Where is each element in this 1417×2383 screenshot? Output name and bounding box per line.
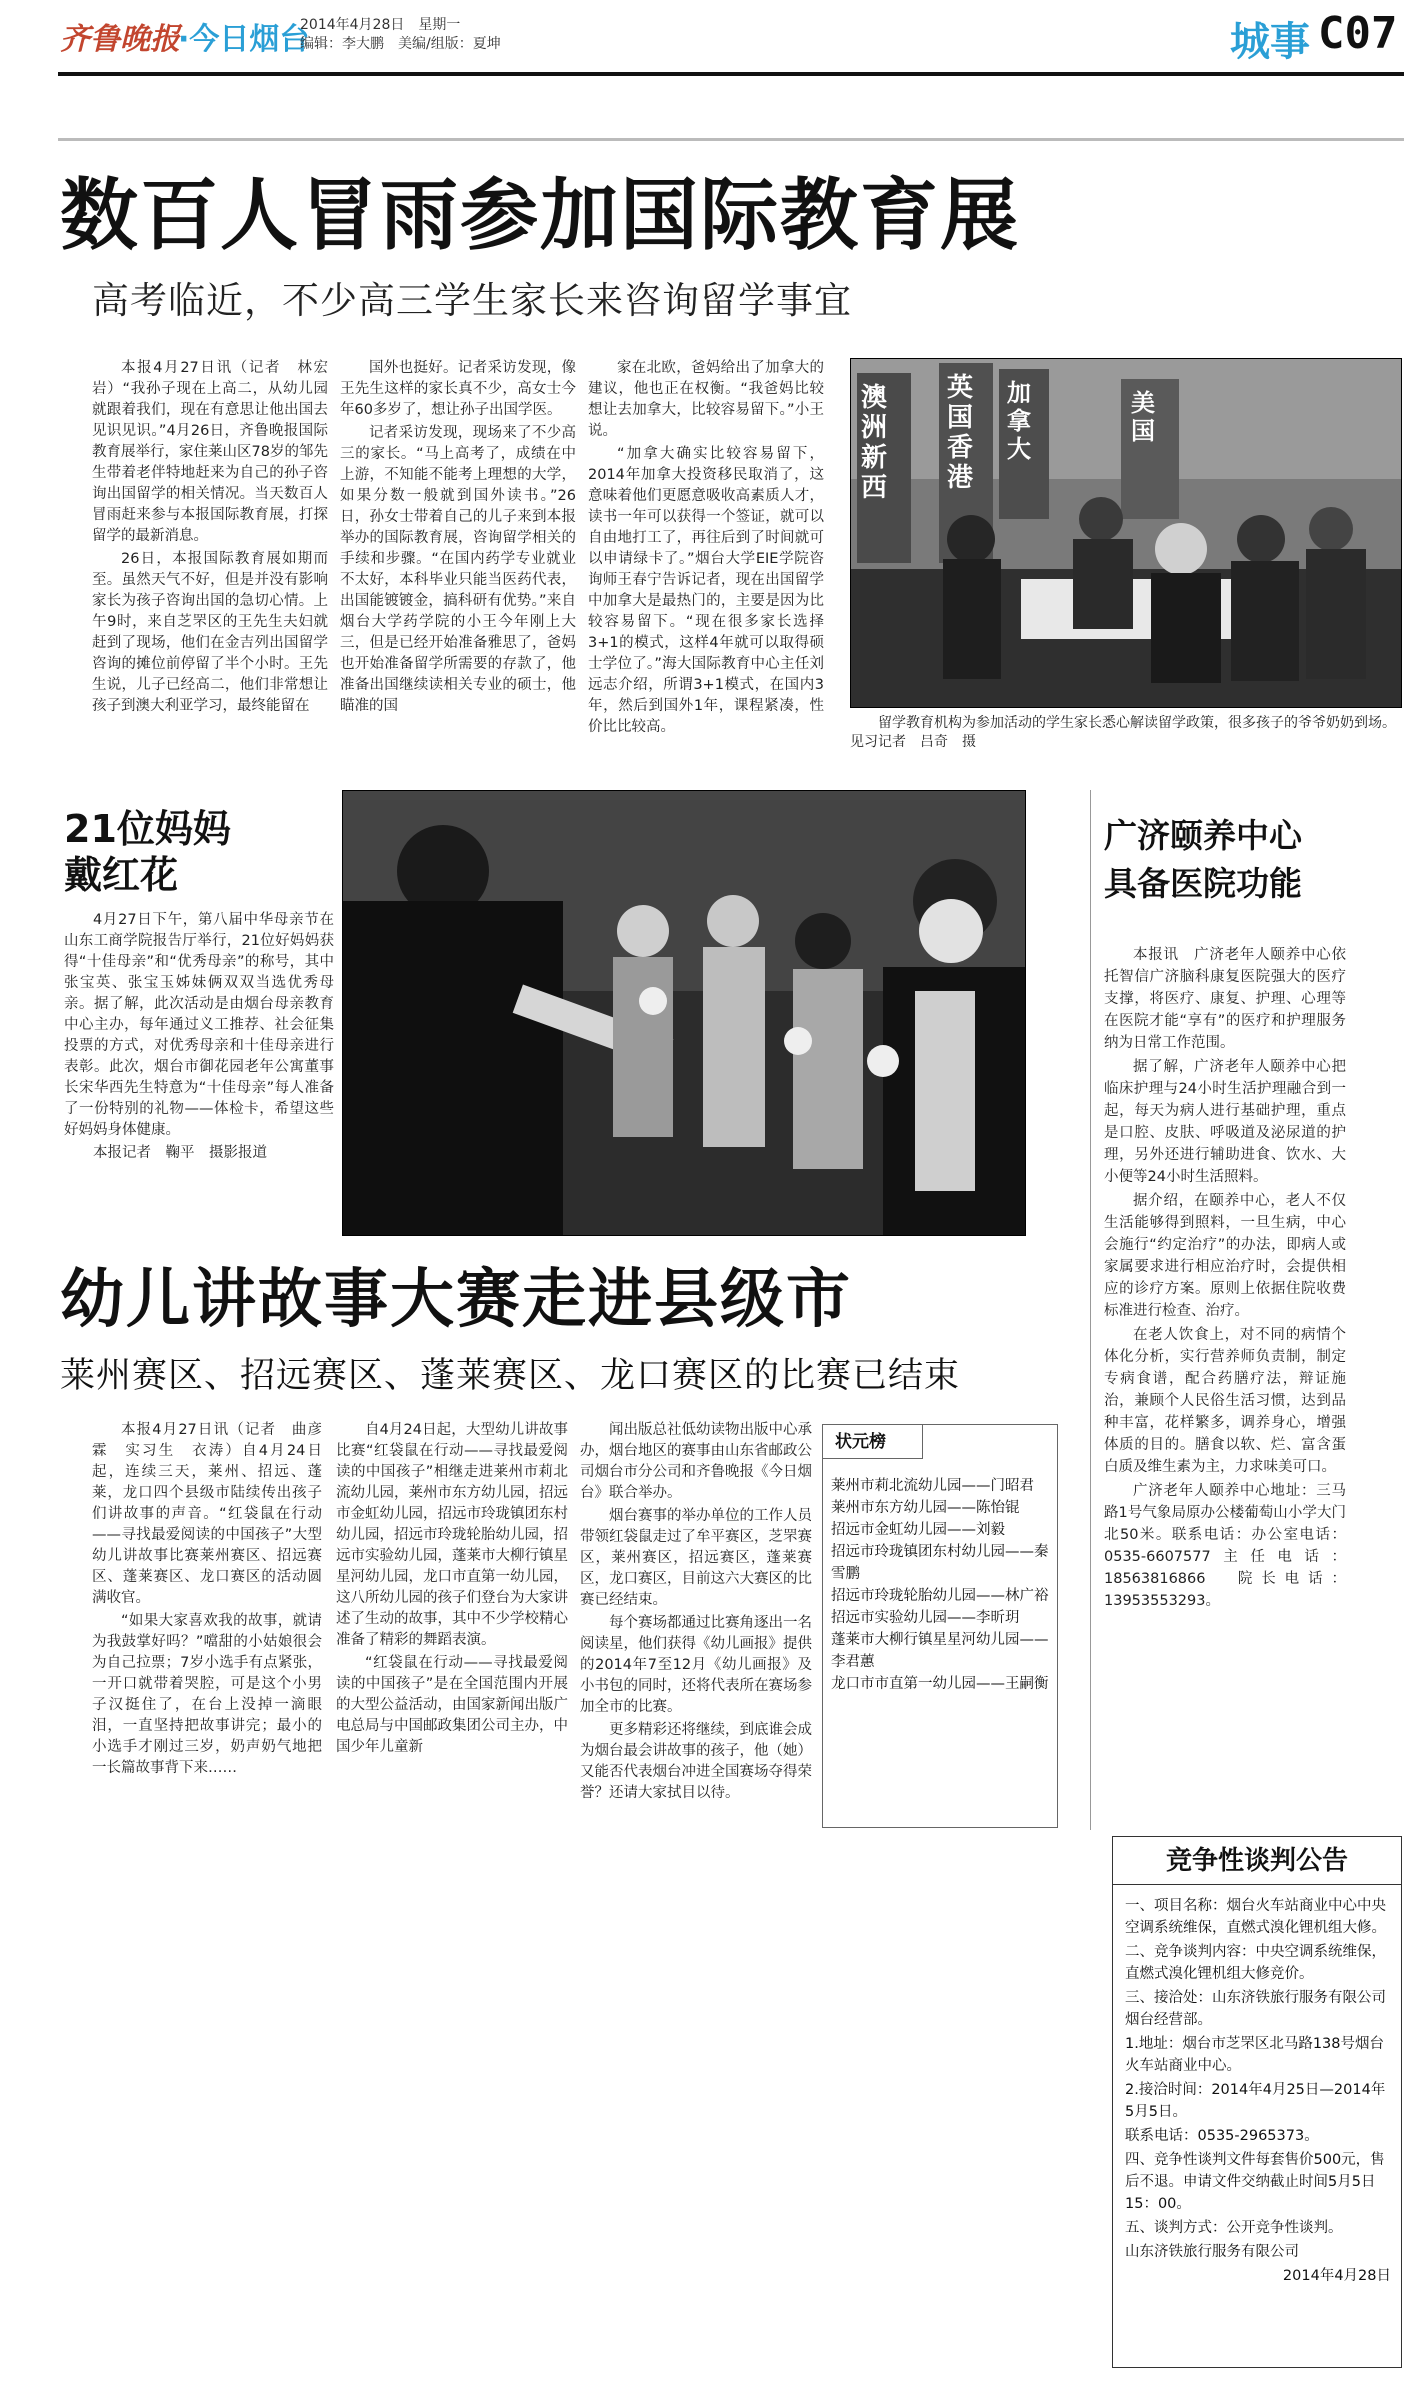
notice-line: 1.地址：烟台市芝罘区北马路138号烟台火车站商业中心。	[1125, 2036, 1385, 2074]
mothers-award-illustration	[343, 791, 1026, 1236]
story-col2-p1: 自4月24日起，大型幼儿讲故事比赛“红袋鼠在行动——寻找最爱阅读的中国孩子”相继走进莱州市莉北流幼儿园，莱州市东方幼儿园，招远市金虹幼儿园，招远市玲珑镇团东村幼儿园，招远市玲珑轮胎幼儿园，招远市实验幼儿园，蓬莱市大柳行镇星星河幼儿园，龙口市直第一幼儿园，这八所幼儿园的孩子们登台为大家讲述了生动的故事，其中不少学校精心准备了精彩的舞蹈表演。	[336, 1422, 568, 1648]
story-column-2	[336, 1420, 568, 1760]
mothers-title-line1: 21位妈妈	[64, 807, 231, 851]
masthead-rule	[58, 72, 1404, 76]
tender-notice	[1112, 1836, 1402, 2368]
notice-line: 一、项目名称：烟台火车站商业中心中央空调系统维保，直燃式溴化锂机组大修。	[1125, 1898, 1386, 1936]
story-col3-p1: 闻出版总社低幼读物出版中心承办，烟台地区的赛事由山东省邮政公司烟台市分公司和齐鲁晚报《今日烟台》联合举办。	[580, 1422, 812, 1501]
guangji-p1: 本报讯 广济老年人颐养中心依托智信广济脑科康复医院强大的医疗支撑，将医疗、康复、护理、心理等在医院才能“享有”的医疗和护理服务纳为日常工作范围。	[1104, 947, 1346, 1051]
ranking-item: 招远市玲珑镇团东村幼儿园——秦雪鹏	[831, 1544, 1049, 1582]
mothers-award-photo	[342, 790, 1026, 1236]
page-number: C07	[1318, 8, 1398, 59]
ranking-item: 龙口市市直第一幼儿园——王嗣衡	[831, 1676, 1049, 1692]
lead-column-2	[340, 358, 576, 719]
newspaper-name: 齐鲁晚报	[60, 22, 180, 57]
guangji-p4: 在老人饮食上，对不同的病情个体化分析，实行营养师负责制，制定专病食谱，配合药膳疗法，辩证施治，兼顾个人民俗生活习惯，达到品种丰富，花样繁多，调养身心，增强体质的目的。膳食以软、烂、富含蛋白质及维生素为主，力求味美可口。	[1104, 1327, 1346, 1475]
mothers-title	[64, 806, 294, 898]
story-col3-p2: 烟台赛事的举办单位的工作人员带领红袋鼠走过了牟平赛区，芝罘赛区，莱州赛区，招远赛区，蓬莱赛区，龙口赛区，目前这六大赛区的比赛已经结束。	[580, 1508, 812, 1608]
issue-meta	[300, 16, 501, 54]
banner-australia: 澳洲新西	[861, 383, 888, 503]
story-col2-p2: “红袋鼠在行动——寻找最爱阅读的中国孩子”是在全国范围内开展的大型公益活动，由国家新闻出版广电总局与中国邮政集团公司主办，中国少年儿童新	[336, 1655, 568, 1755]
ranking-list	[831, 1475, 1053, 1695]
notice-body	[1125, 1895, 1391, 2289]
lead-column-3	[588, 358, 824, 740]
ranking-item: 莱州市东方幼儿园——陈怡锟	[831, 1500, 1020, 1516]
story-col3-p4: 更多精彩还将继续，到底谁会成为烟台最会讲故事的孩子，他（她）又能否代表烟台冲进全国赛场夺得荣誉？还请大家拭目以待。	[580, 1722, 812, 1801]
lead-headline: 数百人冒雨参加国际教育展	[60, 171, 1021, 261]
lead-col1-p2: 26日，本报国际教育展如期而至。虽然天气不好，但是并没有影响家长为孩子咨询出国的急切心情。上午9时，来自芝罘区的王先生夫妇就赶到了现场，他们在金吉列出国留学咨询的摊位前停留了半个小时。王先生说，儿子已经高二，他们非常想让孩子到澳大利亚学习，最终能留在	[92, 551, 328, 714]
banner-uk: 英国香港	[947, 373, 974, 493]
ranking-item: 蓬莱市大柳行镇星星河幼儿园——李君蕙	[831, 1632, 1049, 1670]
notice-line: 山东济铁旅行服务有限公司	[1125, 2244, 1299, 2260]
ranking-item: 招远市实验幼儿园——李昕玥	[831, 1610, 1020, 1626]
guangji-title-line2: 具备医院功能	[1104, 864, 1302, 903]
masthead-rule-thin	[58, 138, 1404, 141]
section-name: ·今日烟台	[178, 22, 310, 57]
story-col1-p2: “如果大家喜欢我的故事，就请为我鼓掌好吗？”噹甜的小姑娘很会为自己拉票；7岁小选手有点紧张，一开口就带着哭腔，可是这个小男子汉挺住了，在台上没掉一滴眼泪，一直坚持把故事讲完；最小的小选手才刚过三岁，奶声奶气地把一长篇故事背下来……	[92, 1613, 322, 1776]
guangji-body	[1104, 944, 1346, 1614]
ranking-box	[822, 1424, 1058, 1828]
mothers-title-line2: 戴红花	[64, 853, 179, 897]
lead-col1-p1: 本报4月27日讯（记者 林宏岩）“我孙子现在上高二，从幼儿园就跟着我们，现在有意思让他出国去见识见识。”4月26日，齐鲁晚报国际教育展举行，家住莱山区78岁的邹先生带着老伴特地赶来为自己的孙子咨询出国留学的相关情况。当天数百人冒雨赶来参与本报国际教育展，打探留学的最新消息。	[92, 360, 328, 544]
education-fair-photo	[850, 358, 1402, 708]
ranking-title: 状元榜	[823, 1425, 923, 1459]
story-col3-p3: 每个赛场都通过比赛角逐出一名阅读星，他们获得《幼儿画报》提供的2014年7至12月《幼儿画报》及小书包的同时，还将代表所在赛场参加全市的比赛。	[580, 1615, 812, 1715]
mothers-body	[64, 910, 334, 1166]
guangji-p5: 广济老年人颐养中心地址：三马路1号气象局原办公楼葡萄山小学大门北50米。联系电话：办公室电话：0535-6607577主任电话：18563816866 院长电话：13953553293。	[1104, 1483, 1346, 1609]
lead-column-1	[92, 358, 328, 719]
lead-col3-p1: 家在北欧，爸妈给出了加拿大的建议，他也正在权衡。“我爸妈比较想让去加拿大，比较容易留下。”小王说。	[588, 360, 824, 439]
story-headline: 幼儿讲故事大赛走进县级市	[60, 1263, 852, 1337]
ranking-item: 招远市玲珑轮胎幼儿园——林广裕	[831, 1588, 1049, 1604]
ranking-item: 莱州市莉北流幼儿园——门昭君	[831, 1478, 1034, 1494]
notice-line: 联系电话：0535-2965373。	[1125, 2128, 1319, 2144]
story-column-3	[580, 1420, 812, 1806]
story-subhead: 莱州赛区、招远赛区、蓬莱赛区、龙口赛区的比赛已结束	[60, 1356, 961, 1396]
notice-line: 二、竞争谈判内容：中央空调系统维保，直燃式溴化锂机组大修竞价。	[1125, 1944, 1386, 1982]
notice-line: 2.接洽时间：2014年4月25日—2014年5月5日。	[1125, 2082, 1386, 2120]
lead-col2-p2: 记者采访发现，现场来了不少高三的家长。“马上高考了，成绩在中上游，不知能不能考上理想的大学，如果分数一般就到国外读书。”26日，孙女士带着自己的儿子来到本报举办的国际教育展，咨询留学相关的手续和步骤。“在国内药学专业就业不太好，本科毕业只能当医药代表，出国能镀镀金，搞科研有优势。”来自烟台大学药学院的小王今年刚上大三，但是已经开始准备雅思了，爸妈也开始准备留学所需要的存款了，他准备出国继续读相关专业的硕士，他瞄准的国	[340, 425, 576, 714]
mothers-byline: 本报记者 鞠平 摄影报道	[93, 1145, 267, 1161]
guangji-title	[1104, 812, 1404, 908]
right-column-divider	[1090, 790, 1091, 1830]
notice-line: 三、接洽处：山东济铁旅行服务有限公司烟台经营部。	[1125, 1990, 1386, 2028]
lead-col2-p1: 国外也挺好。记者采访发现，像王先生这样的家长真不少，高女士今年60多岁了，想让孙子出国学医。	[340, 360, 576, 418]
notice-title: 竞争性谈判公告	[1113, 1837, 1401, 1885]
notice-line: 五、谈判方式：公开竞争性谈判。	[1125, 2220, 1343, 2236]
guangji-title-line1: 广济颐养中心	[1104, 816, 1302, 855]
section-city: 城事	[1230, 19, 1310, 65]
story-column-1	[92, 1420, 322, 1781]
banner-usa: 美国	[1131, 389, 1155, 445]
education-fair-caption: 留学教育机构为参加活动的学生家长悉心解读留学政策，很多孩子的爷爷奶奶到场。 见习记者 吕奇 摄	[850, 715, 1403, 750]
story-col1-p1: 本报4月27日讯（记者 曲彦霖 实习生 衣涛）自4月24日起，连续三天，莱州、招远、蓬莱，龙口四个县级市陆续传出孩子们讲故事的声音。“红袋鼠在行动——寻找最爱阅读的中国孩子”大型幼儿讲故事比赛莱州赛区、招远赛区、蓬莱赛区、龙口赛区的活动圆满收官。	[92, 1422, 322, 1606]
notice-line: 四、竞争性谈判文件每套售价500元，售后不退。申请文件交纳截止时间5月5日15：00。	[1125, 2152, 1385, 2212]
editor-credit: 编辑：李大鹏 美编/组版：夏坤	[300, 36, 501, 52]
banner-canada: 加拿大	[1007, 379, 1031, 463]
mothers-body-text: 4月27日下午，第八届中华母亲节在山东工商学院报告厅举行，21位好妈妈获得“十佳母亲”和“优秀母亲”的称号，其中张宝英、张宝玉姊妹俩双双当选优秀母亲。据了解，此次活动是由烟台母亲教育中心主办，每年通过义工推荐、社会征集投票的方式，对优秀母亲和十佳母亲进行表彰。此次，烟台市御花园老年公寓董事长宋华西先生特意为“十佳母亲”每人准备了一份特别的礼物——体检卡，希望这些好妈妈身体健康。	[64, 912, 334, 1138]
guangji-p2: 据了解，广济老年人颐养中心把临床护理与24小时生活护理融合到一起，每天为病人进行基础护理，重点是口腔、皮肤、呼吸道及泌尿道的护理，另外还进行辅助进食、饮水、大小便等24小时生活照料。	[1104, 1059, 1346, 1185]
ranking-item: 招远市金虹幼儿园——刘毅	[831, 1522, 1005, 1538]
notice-date: 2014年4月28日	[1282, 2268, 1391, 2284]
issue-date: 2014年4月28日 星期一	[300, 17, 461, 33]
lead-subhead: 高考临近，不少高三学生家长来咨询留学事宜	[92, 279, 852, 322]
lead-col3-p2: “加拿大确实比较容易留下，2014年加拿大投资移民取消了，这意味着他们更愿意吸收高素质人才，读书一年可以获得一个签证，就可以自由地打工了，再往后到了时间就可以申请绿卡了。”烟台大学EIE学院咨询师王春宁告诉记者，现在出国留学中加拿大是最热门的，主要是因为比较容易留下。“现在很多家长选择3+1的模式，这样4年就可以取得硕士学位了。”海大国际教育中心主任刘远志介绍，所谓3+1模式，在国内3年，然后到国外1年，课程紧凑，性价比比较高。	[588, 446, 824, 735]
guangji-p3: 据介绍，在颐养中心，老人不仅生活能够得到照料，一旦生病，中心会施行“约定治疗”的办法，即病人或家属要求进行相应治疗时，会提供相应的诊疗方案。原则上依据住院收费标准进行检查、治疗。	[1104, 1193, 1346, 1319]
education-fair-illustration	[851, 359, 1402, 708]
